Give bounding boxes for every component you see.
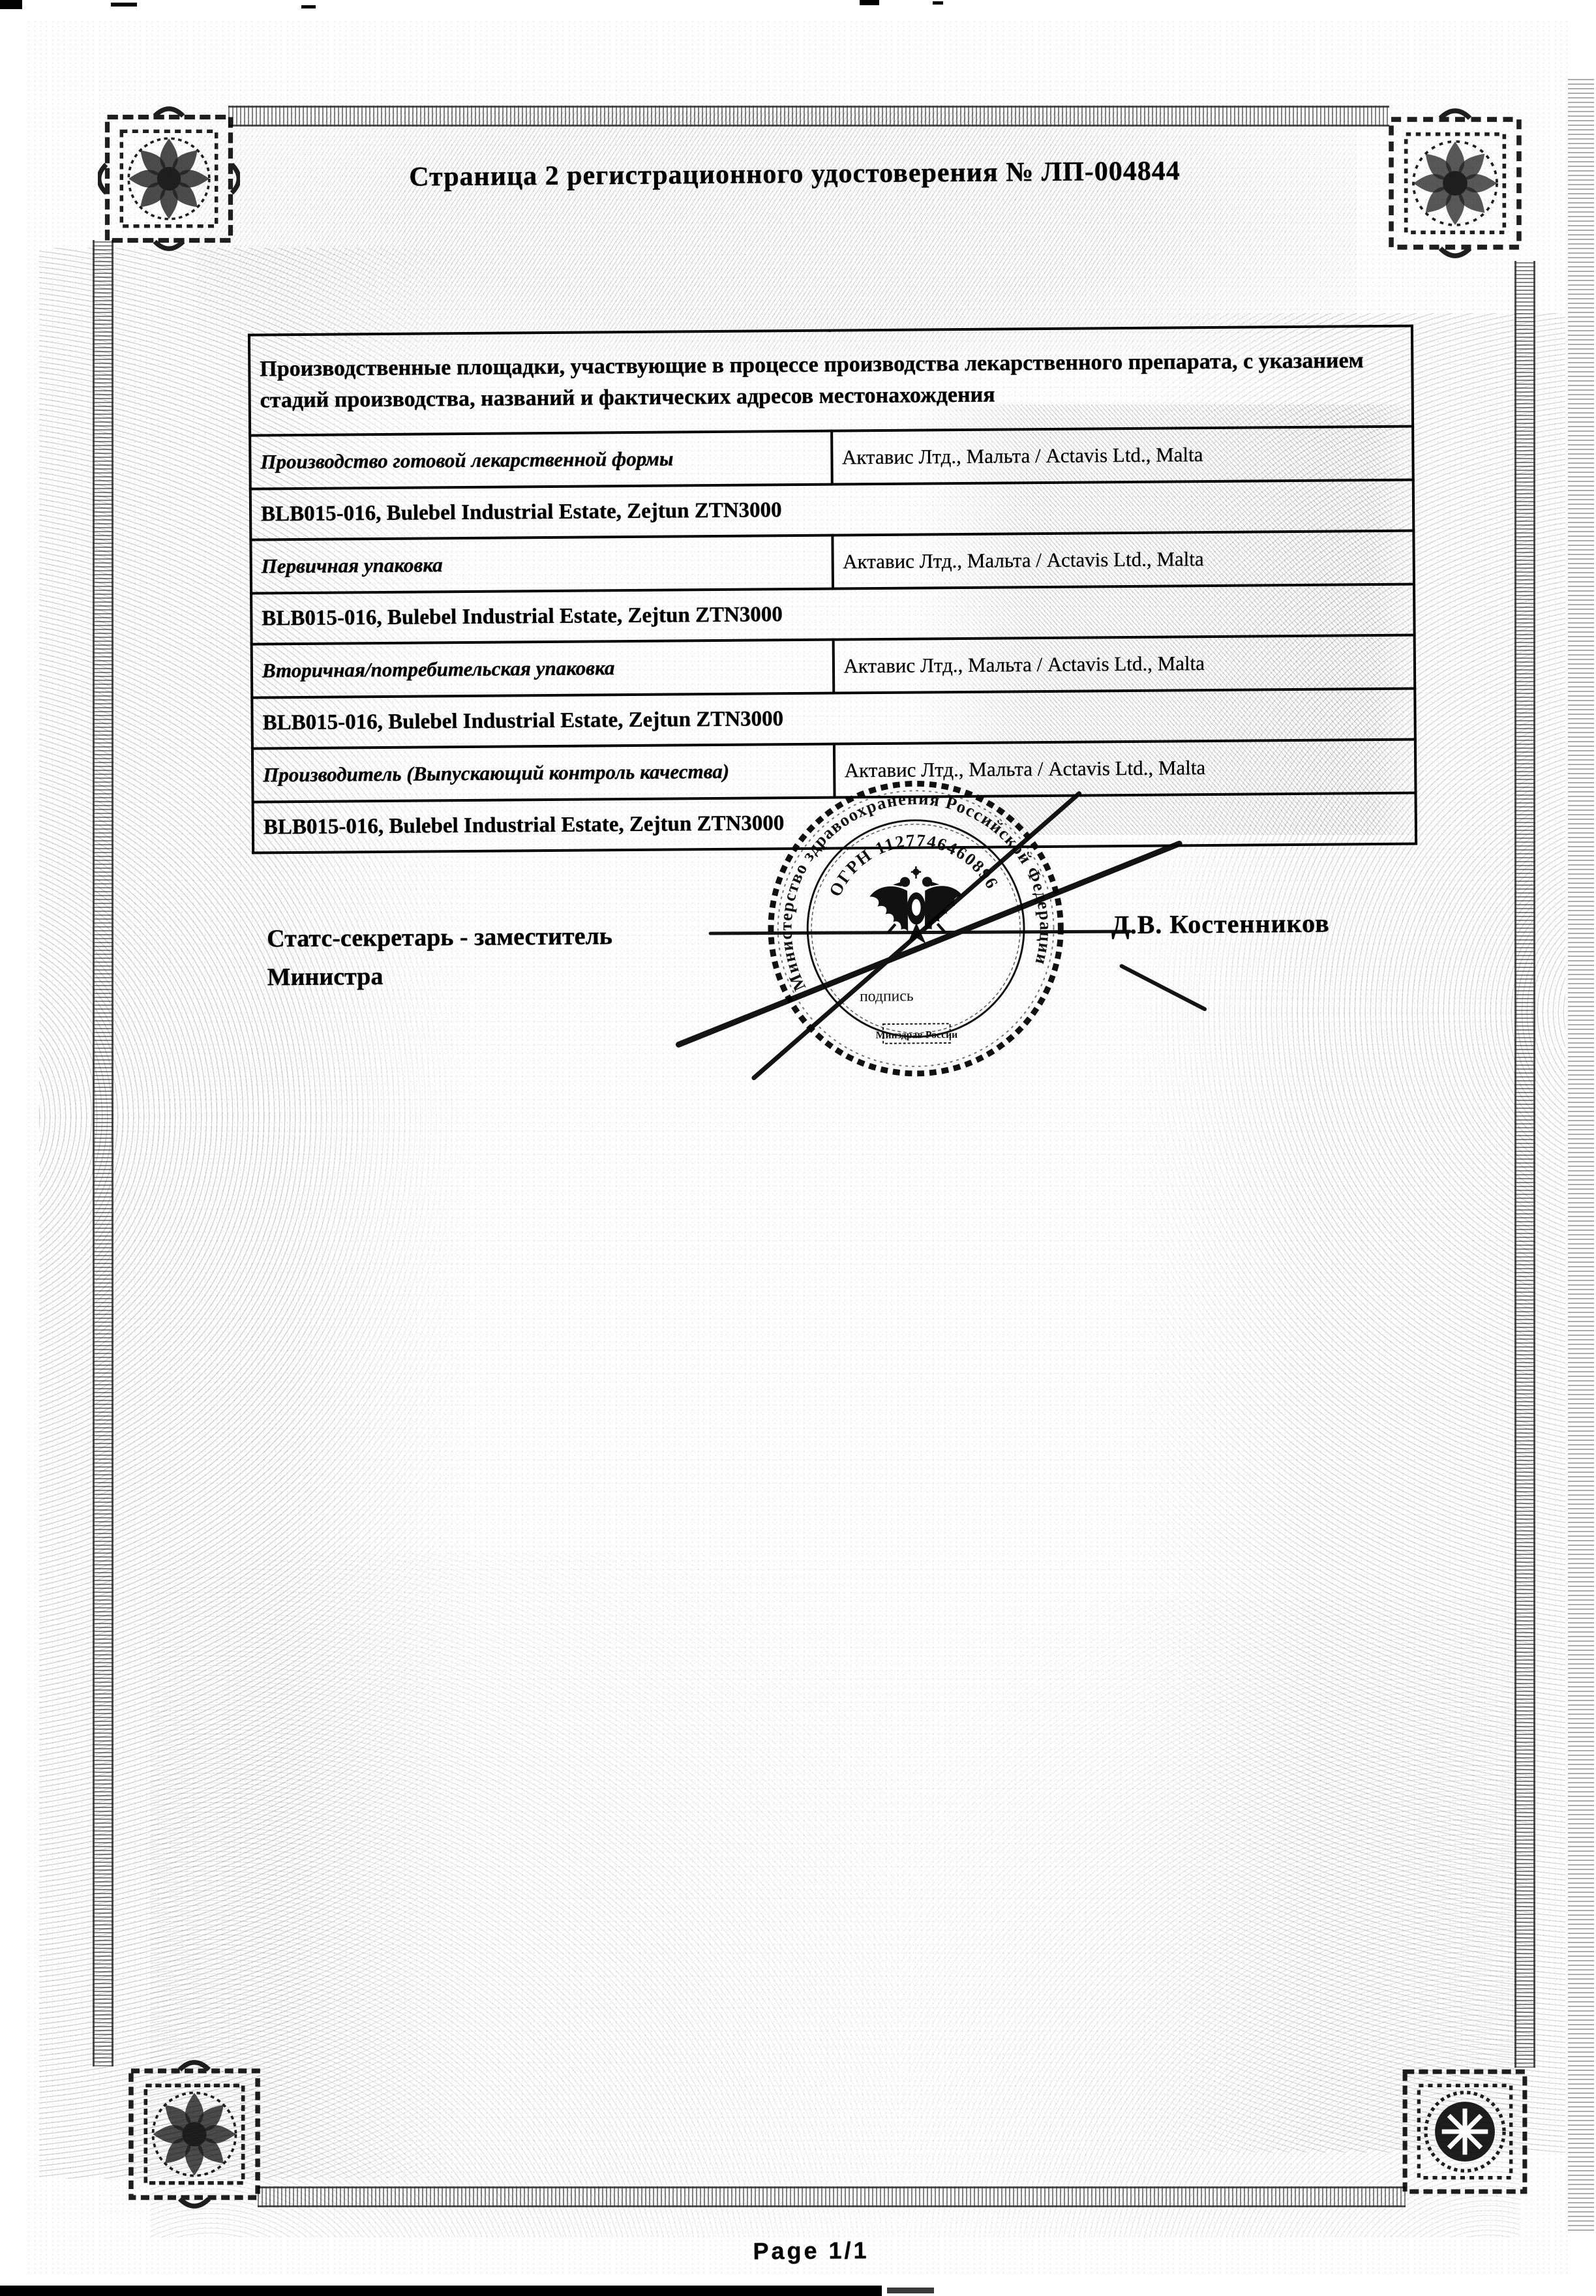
company-cell: Актавис Лтд., Мальта / Actavis Ltd., Malta (834, 740, 1415, 798)
table-row (250, 427, 1413, 489)
company-cell: Актавис Лтд., Мальта / Actavis Ltd., Malta (833, 635, 1415, 693)
address-cell: BLB015-016, Bulebel Industrial Estate, Zejtun ZTN3000 (252, 689, 1415, 749)
scan-artifact-bottom-bar (0, 2286, 882, 2296)
signatory-role: Статс-секретарь - заместитель Министра (267, 922, 613, 991)
address-cell: BLB015-016, Bulebel Industrial Estate, Zejtun ZTN3000 (251, 584, 1415, 644)
address-cell: BLB015-016, Bulebel Industrial Estate, Zejtun ZTN3000 (253, 793, 1417, 853)
page-title: Страница 2 регистрационного удостоверения № ЛП-004844 (409, 156, 1181, 192)
table-row (250, 480, 1414, 540)
company-cell: Актавис Лтд., Мальта / Actavis Ltd., Malta (832, 531, 1414, 589)
stage-cell: Вторичная/потребительская упаковка (252, 640, 834, 698)
stage-cell: Производство готовой лекарственной формы (250, 431, 832, 489)
seal-ring-text: Министерство здравоохранения Российской Федерации (775, 788, 1056, 994)
seal-ogrn-text: ОГРН 1127746460896 (824, 830, 1003, 900)
company-cell: Актавис Лтд., Мальта / Actavis Ltd., Malta (832, 427, 1413, 485)
stage-cell: Первичная упаковка (250, 536, 832, 594)
table-row (251, 584, 1415, 644)
table-header-cell: Производственные площадки, участвующие в процессе производства лекарственного препарата, с указанием стадий производства, названий и фактических адресов местонахождения (249, 326, 1413, 436)
stage-cell: Производитель (Выпускающий контроль качества) (252, 744, 834, 802)
address-cell: BLB015-016, Bulebel Industrial Estate, Zejtun ZTN3000 (250, 480, 1414, 540)
scan-artifact (887, 2288, 934, 2293)
seal-signature-label: подпись (859, 988, 914, 1005)
page-indicator: Page 1/1 (753, 2237, 869, 2265)
table-row (252, 689, 1415, 749)
table-header-row (249, 326, 1413, 436)
table-row (252, 635, 1415, 698)
seal-bottom-text: Минздрав России (875, 1029, 958, 1041)
signatory-name: Д.В. Костенников (1111, 908, 1330, 940)
table-row (250, 531, 1414, 594)
handwritten-signature-strokes (640, 766, 1230, 1110)
